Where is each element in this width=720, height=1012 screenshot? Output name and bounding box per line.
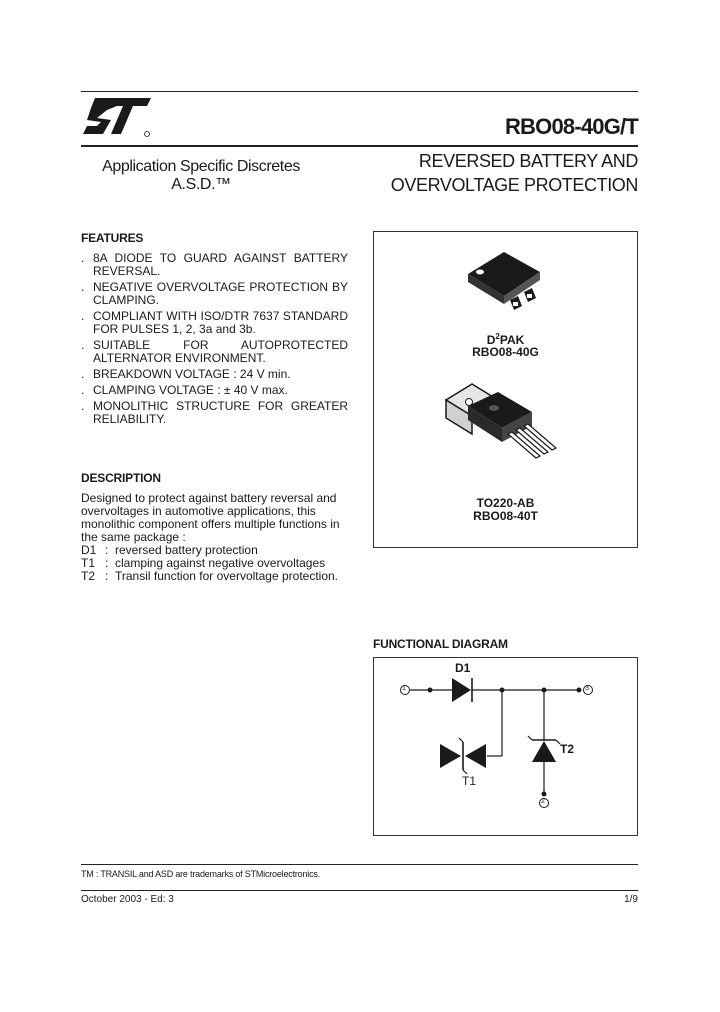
st-logo — [81, 96, 153, 140]
to220-part: RBO08-40T — [473, 509, 538, 523]
feature-item — [81, 368, 348, 381]
st-logo-icon — [81, 96, 153, 140]
function-separator: : — [105, 543, 109, 557]
bullet-marker: . — [81, 367, 85, 381]
footer-rule-1 — [81, 864, 638, 865]
bullet-marker: . — [81, 399, 85, 413]
t2-symbol — [532, 741, 556, 762]
bullet-marker: . — [81, 251, 85, 265]
feature-item — [81, 384, 348, 397]
to220-package-image — [444, 382, 569, 474]
functional-diagram-box — [373, 657, 638, 836]
function-separator: : — [105, 556, 109, 570]
header-rule — [81, 145, 638, 147]
feature-text: SUITABLE FOR AUTOPROTECTED ALTERNATOR ENVIRONMENT. — [93, 338, 348, 365]
function-code: D1 — [81, 543, 97, 557]
feature-text: MONOLITHIC STRUCTURE FOR GREATER RELIABILITY. — [93, 399, 348, 426]
trademark-note: TM : TRANSIL and ASD are trademarks of STMicroelectronics. — [81, 869, 320, 879]
d2pak-name-rest: PAK — [499, 333, 525, 347]
features-heading: FEATURES — [81, 231, 144, 245]
title-line-2: OVERVOLTAGE PROTECTION — [390, 175, 638, 195]
feature-text: NEGATIVE OVERVOLTAGE PROTECTION BY CLAMPING. — [93, 280, 348, 307]
bullet-marker: . — [81, 338, 85, 352]
function-text: clamping against negative overvoltages — [115, 556, 326, 570]
description-line: Designed to protect against battery reversal and — [81, 491, 337, 505]
description-line: overvoltages in automotive applications, this — [81, 504, 316, 518]
feature-item — [81, 339, 348, 365]
pin-1-label: 1 — [402, 685, 406, 692]
to220-label: TO220-AB — [476, 496, 535, 510]
category-line-2: A.S.D.™ — [171, 176, 231, 193]
feature-item — [81, 400, 348, 426]
functional-diagram-heading: FUNCTIONAL DIAGRAM — [373, 637, 508, 651]
feature-text: 8A DIODE TO GUARD AGAINST BATTERY REVERSAL. — [93, 251, 348, 278]
description-line: monolithic component offers multiple functions in — [81, 517, 340, 531]
feature-text: BREAKDOWN VOLTAGE : 24 V min. — [93, 367, 291, 381]
function-text: reversed battery protection — [115, 543, 258, 557]
part-number: RBO08-40G/T — [504, 114, 638, 139]
bullet-marker: . — [81, 309, 85, 323]
description-heading: DESCRIPTION — [81, 471, 161, 485]
t2-label: T2 — [560, 742, 575, 756]
t1-symbol-left — [440, 744, 461, 768]
pin-2-label: 2 — [541, 798, 545, 805]
pin-3-label: 3 — [585, 685, 589, 692]
d2pak-name-sup: 2 — [495, 332, 500, 341]
description-line: the same package : — [81, 530, 186, 544]
functional-diagram-schematic — [374, 658, 637, 835]
feature-text: CLAMPING VOLTAGE : ± 40 V max. — [93, 383, 288, 397]
feature-item — [81, 281, 348, 307]
footer-date: October 2003 - Ed: 3 — [81, 894, 174, 905]
category-line-1: Application Specific Discretes — [102, 158, 300, 175]
d2pak-package-image — [464, 244, 554, 316]
d2pak-name-main: D — [486, 333, 496, 347]
function-code: T1 — [81, 556, 96, 570]
d2pak-part: RBO08-40G — [472, 345, 539, 359]
package-box — [373, 231, 638, 548]
feature-item — [81, 252, 348, 278]
top-rule — [81, 91, 638, 92]
d1-diode-symbol — [452, 678, 471, 702]
t1-symbol-right — [465, 744, 486, 768]
footer-rule-2 — [81, 890, 638, 891]
title-line-1: REVERSED BATTERY AND — [418, 151, 638, 171]
d1-label: D1 — [455, 661, 471, 675]
bullet-marker: . — [81, 383, 85, 397]
feature-item — [81, 310, 348, 336]
footer-page-number: 1/9 — [624, 894, 638, 905]
function-text: Transil function for overvoltage protection. — [115, 569, 339, 583]
function-row — [81, 570, 338, 583]
function-code: T2 — [81, 569, 96, 583]
t1-label: T1 — [462, 774, 477, 788]
function-separator: : — [105, 569, 109, 583]
feature-text: COMPLIANT WITH ISO/DTR 7637 STANDARD FOR PULSES 1, 2, 3a and 3b. — [93, 309, 348, 336]
bullet-marker: . — [81, 280, 85, 294]
